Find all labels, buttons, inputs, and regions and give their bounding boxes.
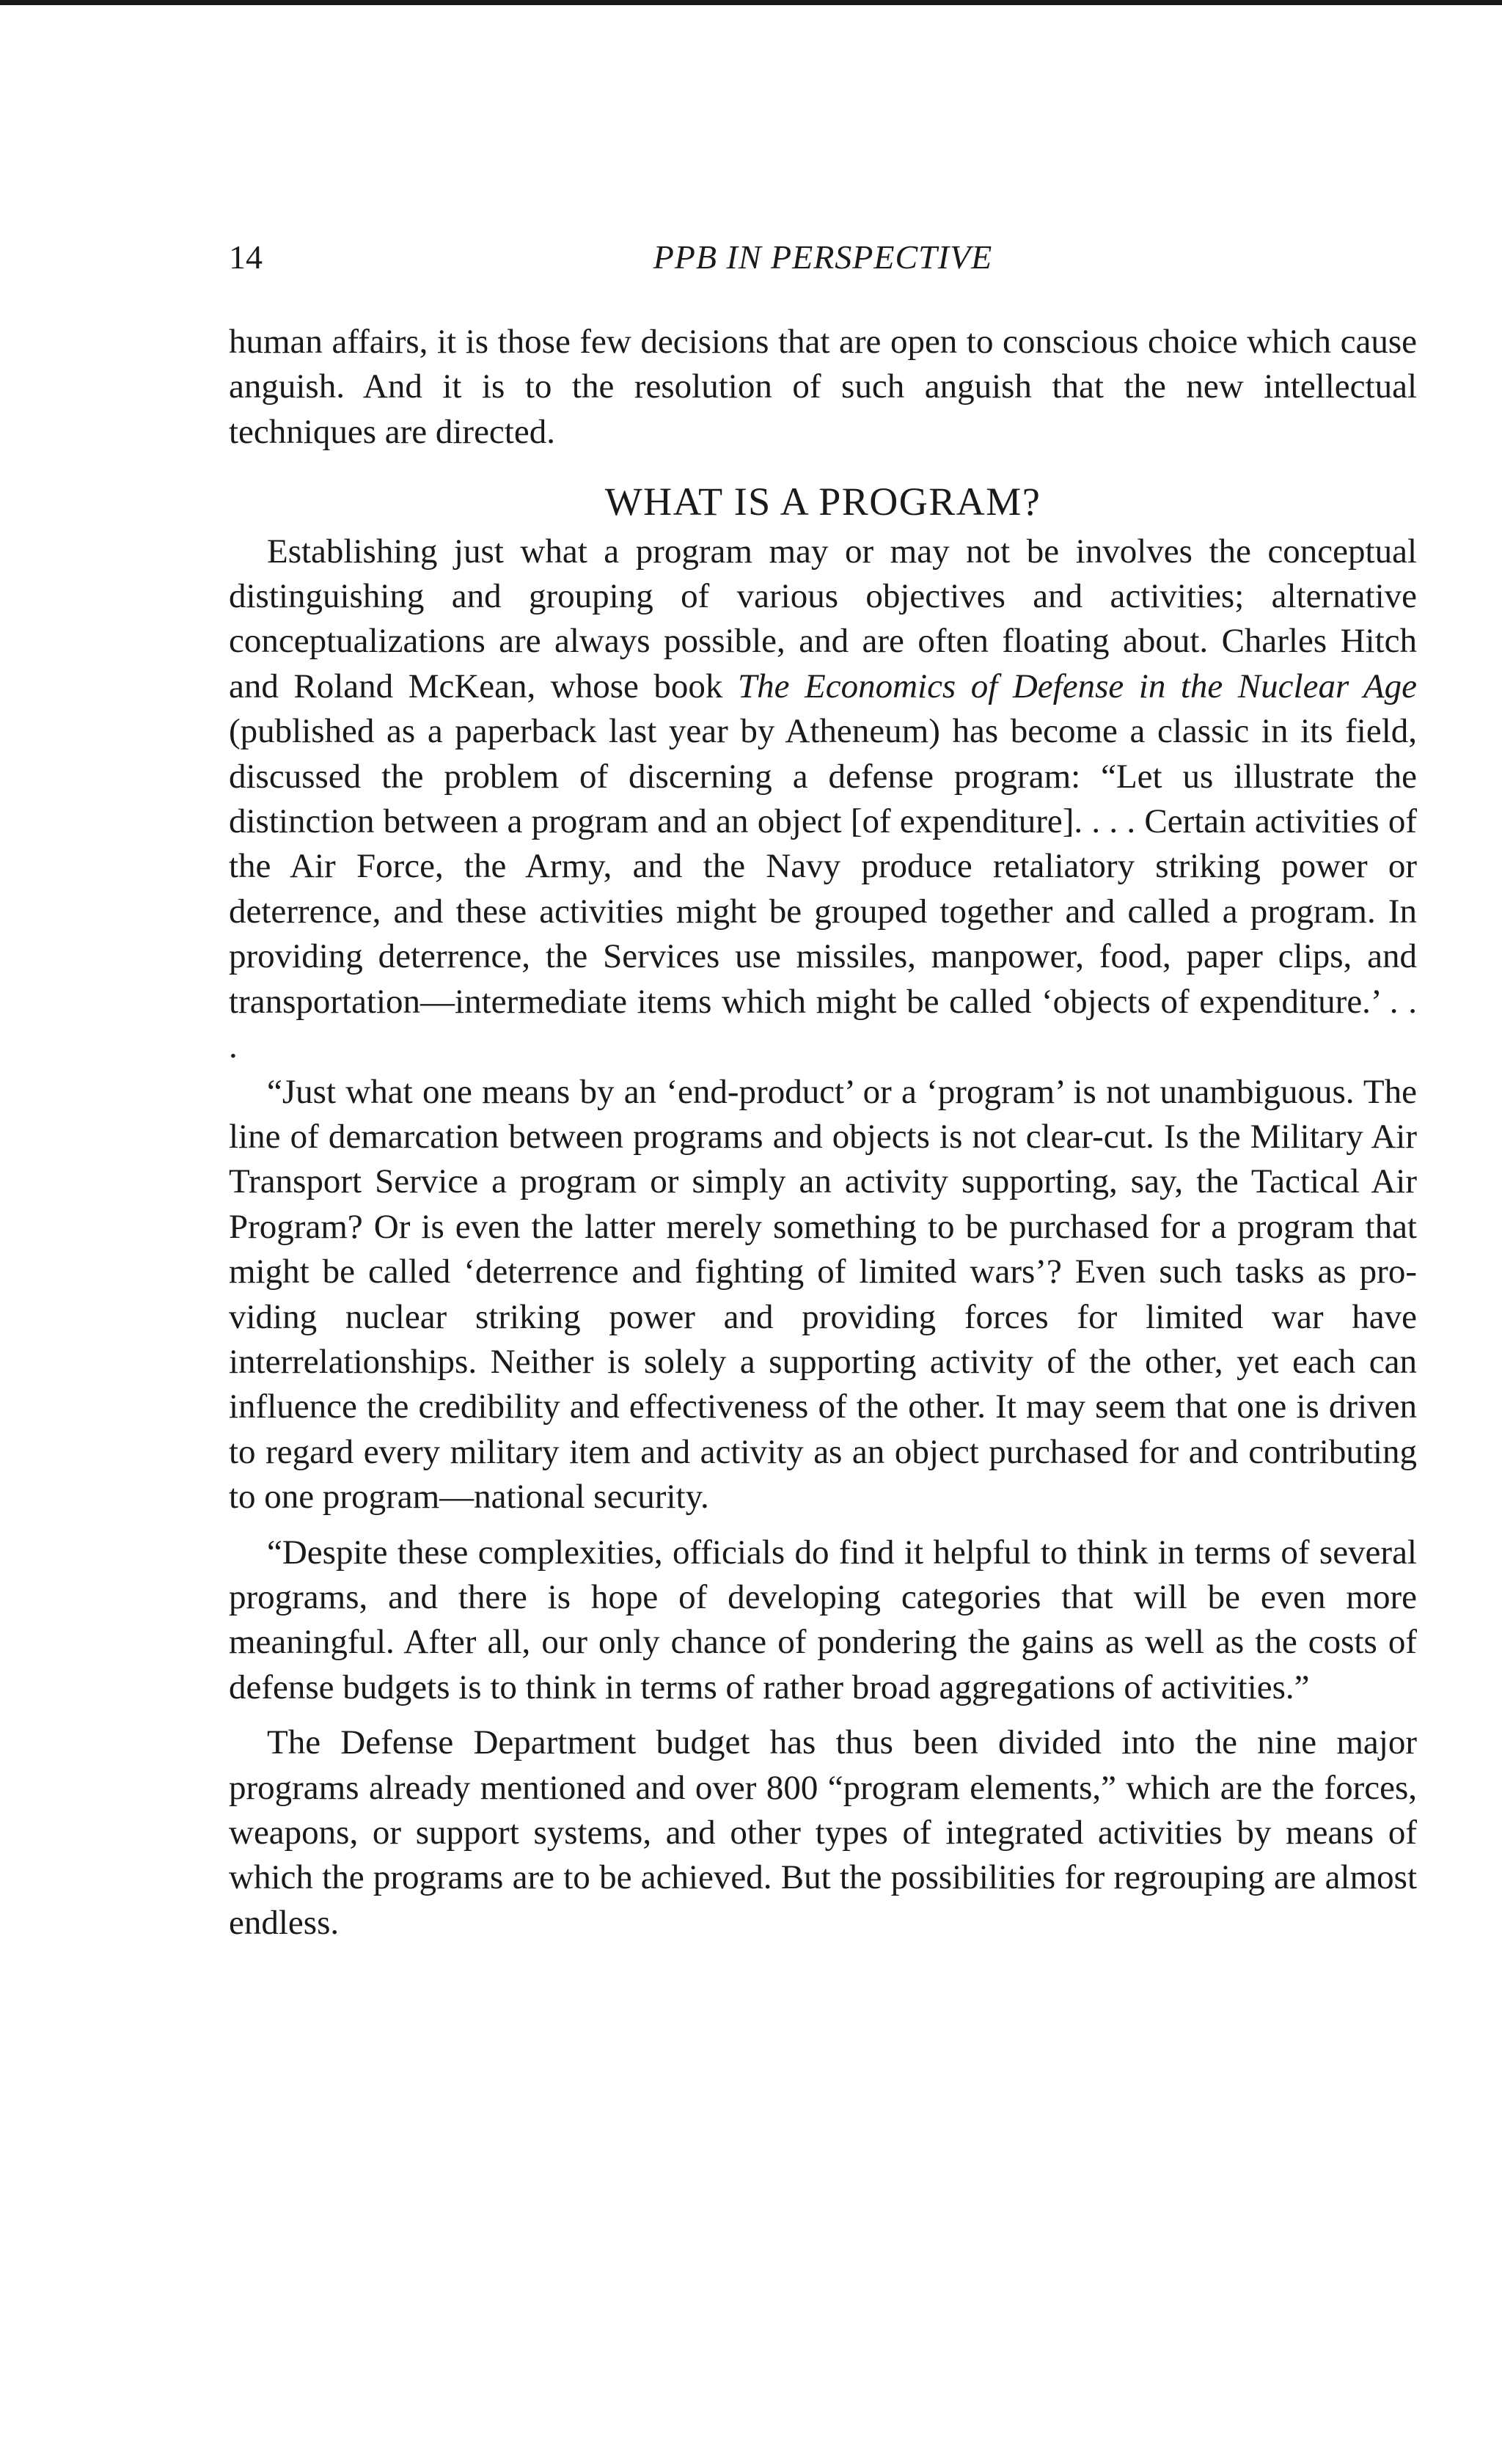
book-title: The Economics of Defense in the Nuclear Age [737, 667, 1417, 705]
running-head [229, 220, 1417, 279]
body-text [229, 320, 1417, 1946]
section-heading: WHAT IS A PROGRAM? [604, 480, 1041, 524]
top-edge-rule [0, 0, 1502, 5]
book-page [229, 220, 1417, 1946]
paragraph-program-definition [229, 529, 1417, 1070]
paragraph-quote-end-product: “Just what one means by an ‘end-product’ or a ‘program’ is not unambiguous. The line of demarcation between programs and objects is not clear-cut. Is the Military Air Transport Service a program or simply an activity supporting, say, the Tactical Air Program? Or is even the latter merely something to be purchased for a program that might be called ‘deterrence and fighting of limited wars’? Even such tasks as providing nuclear striking power and providing forces for limited war have interrelationships. Neither is solely a supporting activity of the other, yet each can influence the credibility and effectiveness of the other. It may seem that one is driven to regard every military item and activity as an object purchased for and contributing to one program—national security. [229, 1072, 1417, 1517]
paragraph-continued: human affairs, it is those few decisions that are open to conscious choice which cause anguish. And it is to the resolution of such anguish that the new intellectual techniques are directed. [229, 323, 1417, 451]
paragraph-text: (published as a paperback last year by Atheneum) has become a classic in its field, discussed the problem of discerning a defense program: “Let us illustrate the distinction between a program and an object [of expenditure]. . . . Certain activities of the Air Force, the Army, and the Navy produce retaliatory striking power or deterrence, and these activities might be grouped together and called a program. In providing deterrence, the Services use missiles, manpower, food, paper clips, and transportation—intermediate items which might be called ‘objects of expenditure.’ . . . [229, 712, 1417, 1066]
running-title: PPB IN PERSPECTIVE [653, 238, 993, 276]
paragraph-budget-programs: The Defense Department budget has thus been divided into the nine major programs already mentioned and over 800 “program elements,” which are the forces, weapons, or support systems, and other types of integrated activities by means of which the programs are to be achieved. But the possibilities for regrouping are almost endless. [229, 1723, 1417, 1942]
paragraph-quote-complexities: “Despite these complexities, officials do find it helpful to think in terms of several programs, and there is hope of developing categories that will be even more meaningful. After all, our only chance of pondering the gains as well as the costs of defense budgets is to think in terms of rather broad aggregations of activities.” [229, 1533, 1417, 1706]
page-number: 14 [229, 238, 263, 276]
paragraph-text: Establishing just what a program may or may not be involves the conceptual distinguishing and grouping of various objectives and activities; alternative conceptualizations are always possible, and are often floating about. Charles Hitch and Roland McKean, whose book [229, 532, 1417, 705]
